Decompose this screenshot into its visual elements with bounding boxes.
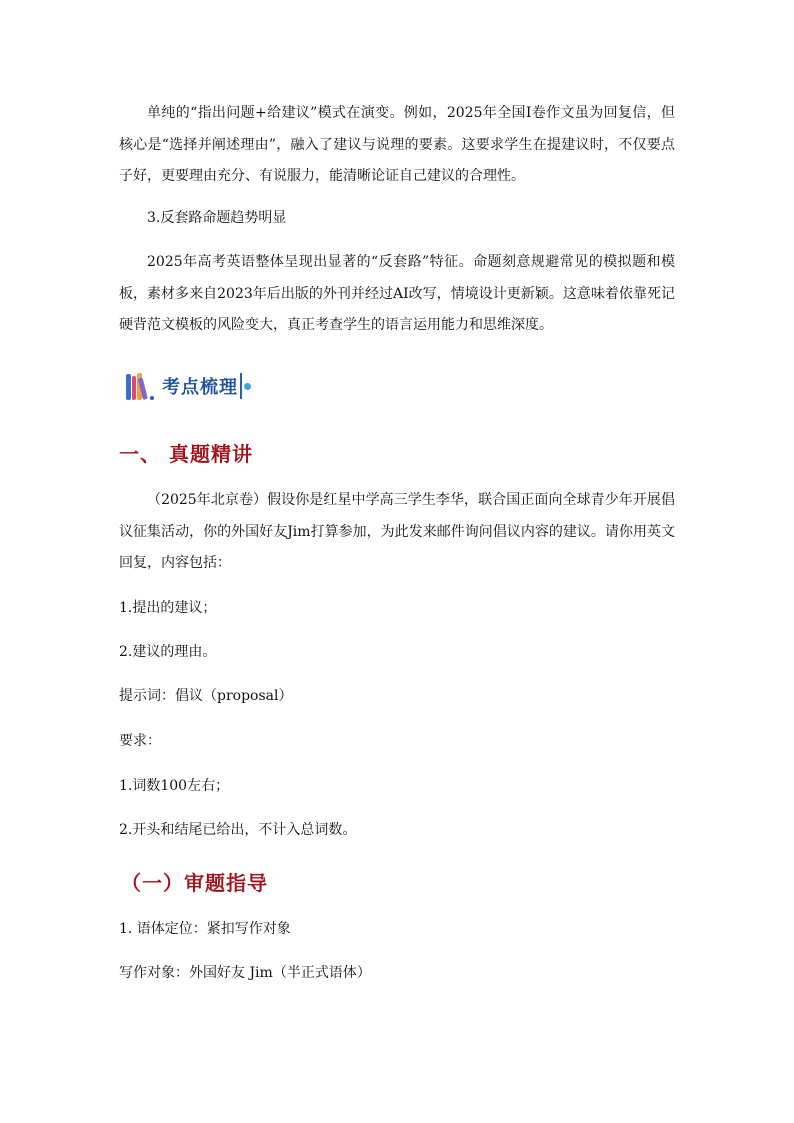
hint-text: 提示词：倡议（proposal） — [119, 688, 293, 704]
section-title-guidance: （一）审题指导 — [121, 871, 268, 895]
intro-paragraph-2: 2025年高考英语整体呈现出显著的“反套路”特征。命题刻意规避常见的模拟题和模板，素材多来自2023年后出版的外刊并经过AI改写，情境设计更新颖。这意味着依靠死记硬背范文模板的风险变大，真正考查学生的语言运用能力和思维深度。 — [119, 254, 675, 333]
list-item: 2.建议的理由。 — [119, 644, 217, 660]
guidance-detail: 写作对象：外国好友 Jim（半正式语体） — [119, 965, 371, 981]
guidance-point: 1. 语体定位：紧扣写作对象 — [119, 921, 291, 937]
books-icon — [126, 372, 156, 400]
list-item: 1.提出的建议； — [119, 600, 217, 616]
section-title-real-exam: 一、 真题精讲 — [119, 442, 253, 466]
list-item: 2.开头和结尾已给出，不计入总词数。 — [119, 822, 357, 838]
section-banner — [126, 370, 251, 402]
requirements-label: 要求： — [119, 733, 161, 749]
list-item: 1.词数100左右； — [119, 778, 230, 794]
banner-bar — [240, 373, 242, 399]
intro-paragraph-1: 单纯的“指出问题+给建议”模式在演变。例如，2025年全国Ⅰ卷作文虽为回复信，但核心是“选择并阐述理由”，融入了建议与说理的要素。这要求学生在提建议时，不仅要点子好，更要理由充分、有说服力，能清晰论证自己建议的合理性。 — [119, 105, 675, 184]
banner-title: 考点梳理 — [162, 377, 238, 398]
exam-question: （2025年北京卷）假设你是红星中学高三学生李华，联合国正面向全球青少年开展倡议征集活动，你的外国好友Jim打算参加，为此发来邮件询问倡议内容的建议。请你用英文回复，内容包括： — [119, 492, 675, 571]
subheading-anti-routine: 3.反套路命题趋势明显 — [147, 210, 287, 226]
banner-dot — [244, 383, 251, 390]
